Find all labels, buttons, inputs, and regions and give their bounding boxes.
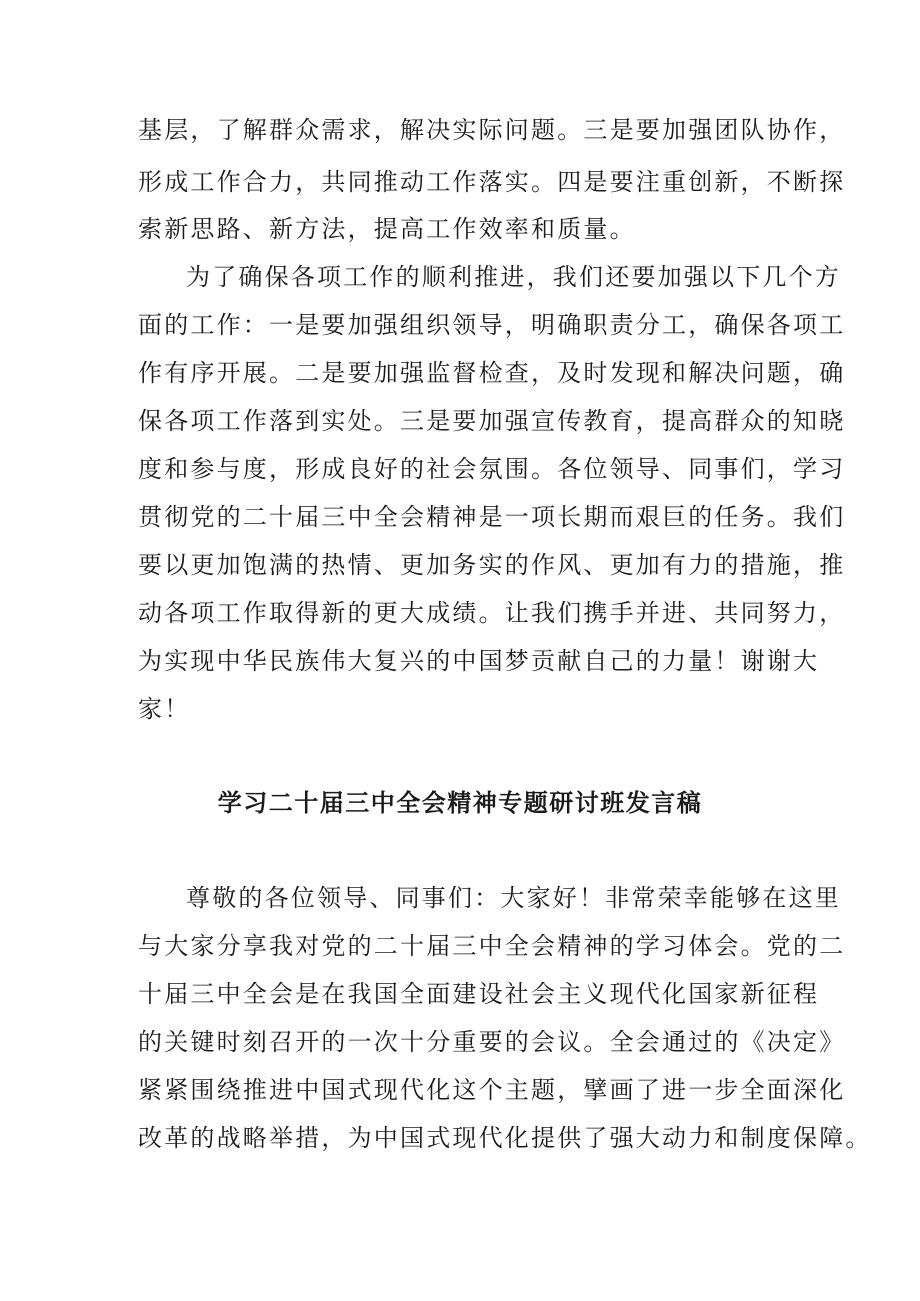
speech-title: 学习二十届三中全会精神专题研讨班发言稿	[217, 788, 703, 817]
paragraph-line: 为了确保各项工作的顺利推进，我们还要加强以下几个方	[186, 263, 841, 291]
paragraph-line: 动各项工作取得新的更大成绩。让我们携手并进、共同努力，	[138, 599, 846, 627]
paragraph-line: 为实现中华民族伟大复兴的中国梦贡献自己的力量！谢谢大	[138, 647, 820, 675]
paragraph-line: 贯彻党的二十届三中全会精神是一项长期而艰巨的任务。我们	[138, 503, 846, 531]
paragraph-line: 与大家分享我对党的二十届三中全会精神的学习体会。党的二	[138, 932, 846, 960]
paragraph-line: 面的工作：一是要加强组织领导，明确职责分工，确保各项工	[138, 311, 846, 339]
paragraph-line: 度和参与度，形成良好的社会氛围。各位领导、同事们，学习	[138, 455, 846, 483]
paragraph-line: 家！	[138, 695, 191, 723]
paragraph-line: 紧紧围绕推进中国式现代化这个主题，擘画了进一步全面深化	[138, 1076, 846, 1104]
paragraph-line: 尊敬的各位领导、同事们：大家好！非常荣幸能够在这里	[186, 884, 841, 912]
paragraph-line: 要以更加饱满的热情、更加务实的作风、更加有力的措施，推	[138, 551, 846, 579]
paragraph-line: 十届三中全会是在我国全面建设社会主义现代化国家新征程	[138, 980, 820, 1008]
paragraph-line: 索新思路、新方法，提高工作效率和质量。	[138, 215, 636, 243]
paragraph-line: 保各项工作落到实处。三是要加强宣传教育，提高群众的知晓	[138, 407, 846, 435]
paragraph-line: 改革的战略举措，为中国式现代化提供了强大动力和制度保障。	[138, 1124, 872, 1152]
paragraph-line: 作有序开展。二是要加强监督检查，及时发现和解决问题，确	[138, 359, 846, 387]
paragraph-line: 形成工作合力，共同推动工作落实。四是要注重创新，不断探	[138, 168, 846, 196]
paragraph-line: 基层，了解群众需求，解决实际问题。三是要加强团队协作，	[138, 116, 846, 144]
paragraph-line: 的关键时刻召开的一次十分重要的会议。全会通过的《决定》	[138, 1028, 846, 1056]
